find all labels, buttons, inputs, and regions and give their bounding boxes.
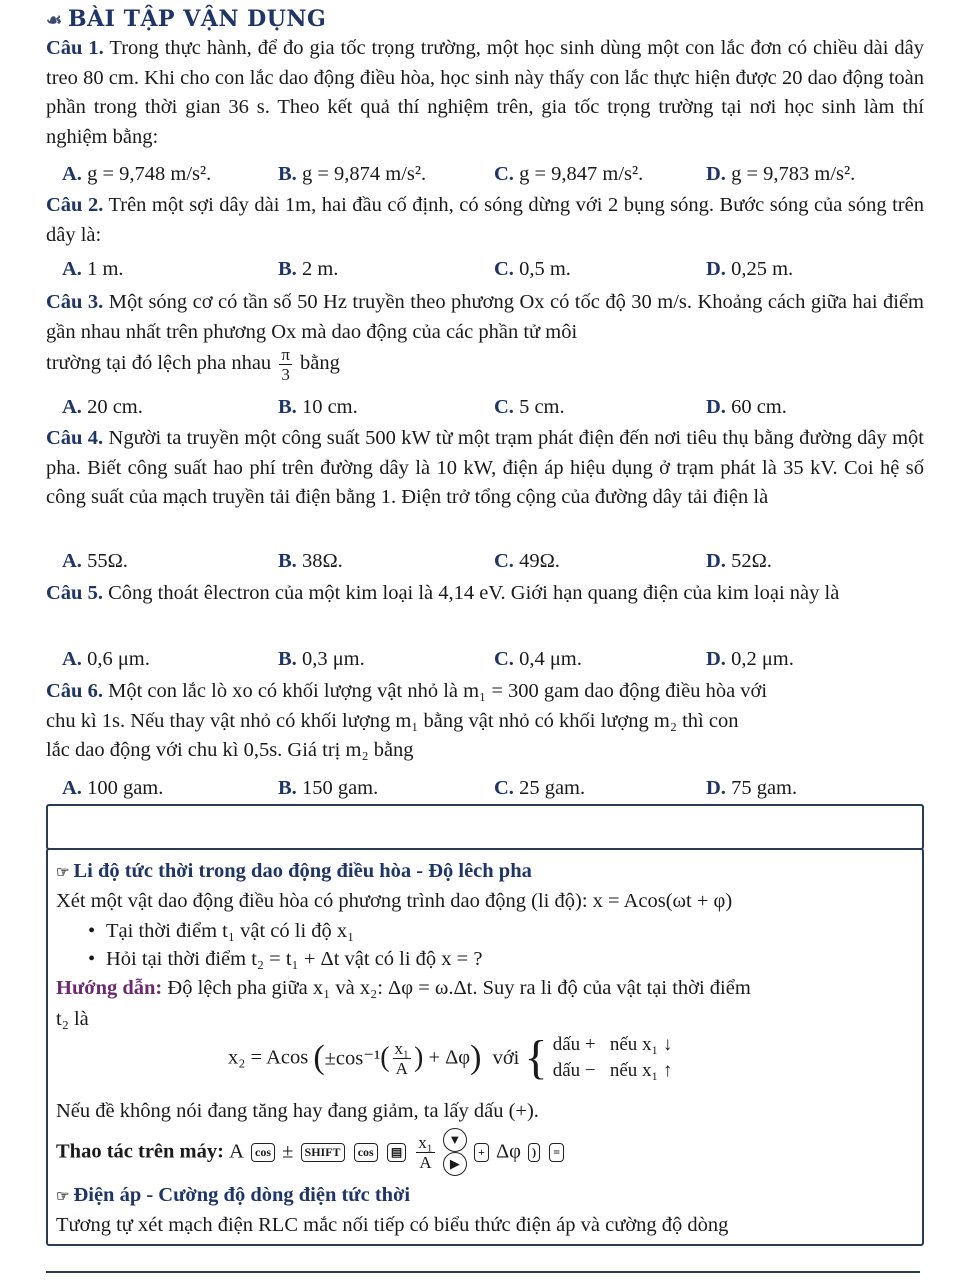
fraction-pi-over-3: $\frac{\pi}{3}$ — [281, 345, 290, 384]
close-paren-key: ) — [528, 1143, 540, 1162]
option-b[interactable]: B. 38Ω. — [278, 550, 343, 572]
section-title: ☙ BÀI TẬP VẬN DỤNG — [46, 6, 327, 32]
divider — [46, 1271, 920, 1273]
question-3: Câu 3. Một sóng cơ có tần số 50 Hz truyền theo phương Ox có tốc độ 30 m/s. Khoảng cách giữa hai điểm gần nhau nhất trên phương Ox mà dao động của các phần tử môi — [46, 291, 924, 343]
option-d[interactable]: D. 52Ω. — [706, 550, 772, 572]
down-arrow-icon: ▼ — [443, 1128, 467, 1152]
fraction-key-icon: ▤ — [387, 1143, 406, 1162]
option-a[interactable]: A. 55Ω. — [62, 550, 128, 572]
fraction-x1-over-a: $\frac{\text{x₁}}{A}$ — [394, 1038, 409, 1078]
option-d[interactable]: D. g = 9,783 m/s². — [706, 163, 856, 185]
theory-box — [46, 848, 924, 1246]
option-b[interactable]: B. 10 cm. — [278, 396, 358, 418]
calc-fraction: $\frac{\text{x₁}}{A}$ — [418, 1132, 433, 1172]
question-6: Câu 6. Một con lắc lò xo có khối lượng vật nhỏ là m₁ = 300 gam dao động điều hòa với chu kì 1s. Nếu thay vật nhỏ có khối lượng m₁ bằng vật nhỏ có khối lượng m₂ thì con lắc dao động với chu kì 0,5s. Giá trị m₂ bằng — [46, 680, 768, 761]
question-2: Câu 2. Trên một sợi dây dài 1m, hai đầu cố định, có sóng dừng với 2 bụng sóng. Bước sóng của sóng trên dây là: — [46, 194, 924, 246]
option-c[interactable]: C. g = 9,847 m/s². — [494, 163, 644, 185]
option-a[interactable]: A. 20 cm. — [62, 396, 143, 418]
cases: dấu + nếu x₁ ↓ dấu − nếu x₁ ↑ — [552, 1034, 673, 1081]
question-4-options — [62, 550, 922, 578]
question-5-options — [62, 648, 922, 676]
question-4: Câu 4. Người ta truyền một công suất 500 kW từ một trạm phát điện đến nơi tiêu thụ bằng đường dây một pha. Biết công suất hao phí trên đường dây là 10 kW, điện áp hiệu dụng ở trạm phát là 35 kV. Coi hệ số công suất của mạch truyền tải điện bằng 1. Điện trở tổng cộng của đường dây tải điện là — [46, 427, 924, 508]
bullet-2: • Hỏi tại thời điểm t₂ = t₁ + Δt vật có li độ x = ? — [88, 948, 483, 970]
right-arrow-icon: ▶ — [443, 1152, 467, 1176]
option-a[interactable]: A. 0,6 μm. — [62, 648, 150, 670]
book-icon: ☙ — [46, 10, 63, 31]
option-d[interactable]: D. 60 cm. — [706, 396, 787, 418]
option-c[interactable]: C. 0,4 μm. — [494, 648, 582, 670]
option-b[interactable]: B. g = 9,874 m/s². — [278, 163, 427, 185]
pointing-hand-icon: ☞ — [56, 865, 70, 881]
theory-heading-1: ☞ Li độ tức thời trong dao động điều hòa - Độ lêch pha — [56, 860, 532, 882]
question-1-options — [62, 163, 922, 191]
option-c[interactable]: C. 49Ω. — [494, 550, 560, 572]
calculator-steps: Thao tác trên máy: A cos ± SHIFT cos ▤ $\frac{\text{x₁}}{A}$ ▼ ▶ + Δφ ) = — [56, 1128, 916, 1184]
question-3-options — [62, 396, 922, 424]
option-d[interactable]: D. 75 gam. — [706, 777, 798, 799]
option-b[interactable]: B. 0,3 μm. — [278, 648, 365, 670]
option-c[interactable]: C. 5 cm. — [494, 396, 565, 418]
formula: x₂ = Acos (±cos⁻¹( $\frac{\text{x₁}}{A}$ ) + Δφ) với { dấu + nếu x₁ ↓ dấu − nếu x₁ ↑ — [228, 1031, 673, 1084]
option-c[interactable]: C. 0,5 m. — [494, 258, 571, 280]
empty-box — [46, 804, 924, 850]
option-b[interactable]: B. 2 m. — [278, 258, 339, 280]
cos-key: cos — [354, 1143, 378, 1162]
theory-last-line: Tương tự xét mạch điện RLC mắc nối tiếp có biểu thức điện áp và cường độ dòng — [56, 1214, 729, 1236]
bullet-icon: • — [88, 948, 96, 970]
option-a[interactable]: A. 100 gam. — [62, 777, 164, 799]
bullet-1: • Tại thời điểm t₁ vật có li độ x₁ — [88, 920, 355, 942]
pointing-hand-icon: ☞ — [56, 1189, 70, 1205]
option-d[interactable]: D. 0,2 μm. — [706, 648, 794, 670]
bullet-icon: • — [88, 920, 96, 942]
plus-key: + — [474, 1143, 489, 1162]
option-c[interactable]: C. 25 gam. — [494, 777, 586, 799]
question-6-options — [62, 777, 922, 805]
theory-intro: Xét một vật dao động điều hòa có phương trình dao động (li độ): x = Acos(ωt + φ) — [56, 890, 733, 912]
cos-key: cos — [251, 1143, 275, 1162]
guide: Hướng dẫn: Độ lệch pha giữa x₁ và x₂: Δφ = ω.Δt. Suy ra li độ của vật tại thời điểm — [56, 977, 751, 999]
note: Nếu đề không nói đang tăng hay đang giảm, ta lấy dấu (+). — [56, 1100, 539, 1122]
equals-key: = — [549, 1143, 564, 1162]
question-1: Câu 1. Trong thực hành, để đo gia tốc trọng trường, một học sinh dùng một con lắc đơn có chiều dài dây treo 80 cm. Khi cho con lắc dao động điều hòa, học sinh này thấy con lắc thực hiện được 20 dao động toàn phần trong thời gian 36 s. Theo kết quả thí nghiệm trên, gia tốc trọng trường tại nơi học sinh làm thí nghiệm bằng: — [46, 37, 924, 148]
option-d[interactable]: D. 0,25 m. — [706, 258, 794, 280]
question-2-options — [62, 258, 922, 286]
option-b[interactable]: B. 150 gam. — [278, 777, 379, 799]
option-a[interactable]: A. g = 9,748 m/s². — [62, 163, 212, 185]
question-3-end: trường tại đó lệch pha nhau $\frac{\pi}{3}$ bằng — [46, 345, 340, 384]
option-a[interactable]: A. 1 m. — [62, 258, 124, 280]
guide-cont: t₂ là — [56, 1008, 89, 1030]
brace: { — [524, 1031, 548, 1084]
shift-key: SHIFT — [301, 1143, 345, 1162]
question-5: Câu 5. Công thoát êlectron của một kim loại là 4,14 eV. Giới hạn quang điện của kim loại này là — [46, 582, 840, 604]
theory-heading-2: ☞ Điện áp - Cường độ dòng điện tức thời — [56, 1184, 411, 1206]
